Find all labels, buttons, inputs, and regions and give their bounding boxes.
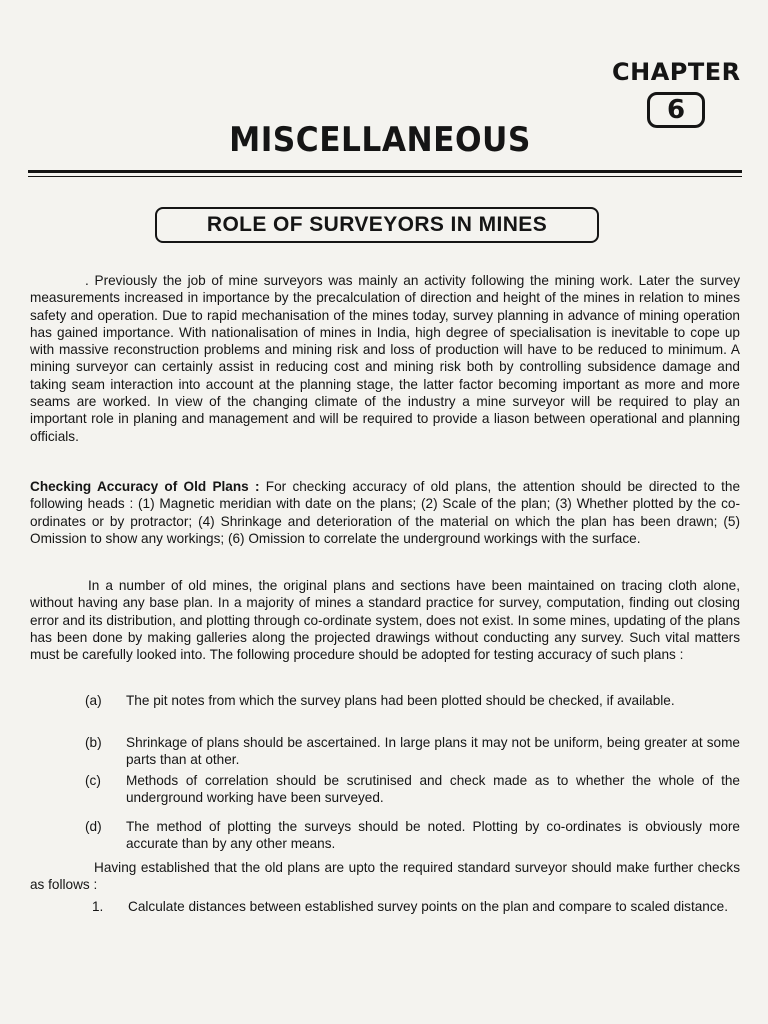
list-item-text: Shrinkage of plans should be ascertained. In large plans it may not be uniform, being greater at some parts than at other. [126, 735, 740, 768]
list-marker: (b) [85, 735, 102, 750]
chapter-title: MISCELLANEOUS [229, 120, 531, 160]
checking-lead: Checking Accuracy of Old Plans : [30, 479, 260, 494]
list-item-text: The pit notes from which the survey plans had been plotted should be checked, if available. [126, 693, 675, 708]
list-item-text: Methods of correlation should be scrutinised and check made as to whether the whole of the underground working have been surveyed. [126, 773, 740, 806]
list-marker: (a) [85, 693, 102, 708]
title-rule-thin [28, 176, 742, 177]
list-marker: (c) [85, 773, 101, 788]
chapter-label: CHAPTER [612, 58, 741, 86]
title-rule-thick [28, 170, 742, 173]
section-heading: ROLE OF SURVEYORS IN MINES [155, 207, 599, 243]
chapter-number: 6 [647, 92, 705, 128]
list-item-text: The method of plotting the surveys should be noted. Plotting by co-ordinates is obviously more accurate than by any other means. [126, 819, 740, 852]
intro-paragraph: . Previously the job of mine surveyors was mainly an activity following the mining work. Later the survey measurements increased in importance by the precalculation of direction and height of the mines in relation to mines safety and operation. Due to rapid mechanisation of the mines today, survey planning in advance of mining operation has gained importance. With nationalisation of mines in India, high degree of specialisation is inevitable to cope up with massive reconstruction problems and mining risk and loss of production will have to be reduced to minimum. A mining surveyor can certainly assist in reducing cost and mining risk both by controlling subsidence damage and taking seam interaction into account at the planning stage, the latter factor becoming important as more and more seams are worked. In view of the changing climate of the industry a mine surveyor will be required to play an important role in planing and management and will be required to provide a liason between operational and planning officials. [30, 273, 740, 444]
list-marker: (d) [85, 819, 102, 834]
checking-paragraph [30, 478, 740, 547]
checking-body: For checking accuracy of old plans, the attention should be directed to the following heads : (1) Magnetic meridian with date on the plans; (2) Scale of the plan; (3) Whether plotted by the co-ordinates or by protractor; (4) Shrinkage and deterioration of the material on which the plan has been drawn; (5) Omission to show any workings; (6) Omission to correlate the underground workings with the surface. [30, 479, 741, 546]
list-marker: 1. [92, 899, 104, 914]
old-mines-paragraph: In a number of old mines, the original plans and sections have been maintained on tracing cloth alone, without having any base plan. In a majority of mines a standard practice for survey, computation, finding out closing error and its distribution, and plotting through co-ordinate system, does not exist. In some mines, updating of the plans has been done by making galleries along the projected drawings without conducting any survey. Such vital matters must be carefully looked into. The following procedure should be adopted for testing accuracy of such plans : [30, 578, 740, 663]
list-item-text: Calculate distances between established survey points on the plan and compare to scaled distance. [128, 899, 729, 914]
established-paragraph: Having established that the old plans are upto the required standard surveyor should make further checks as follows : [30, 860, 740, 893]
